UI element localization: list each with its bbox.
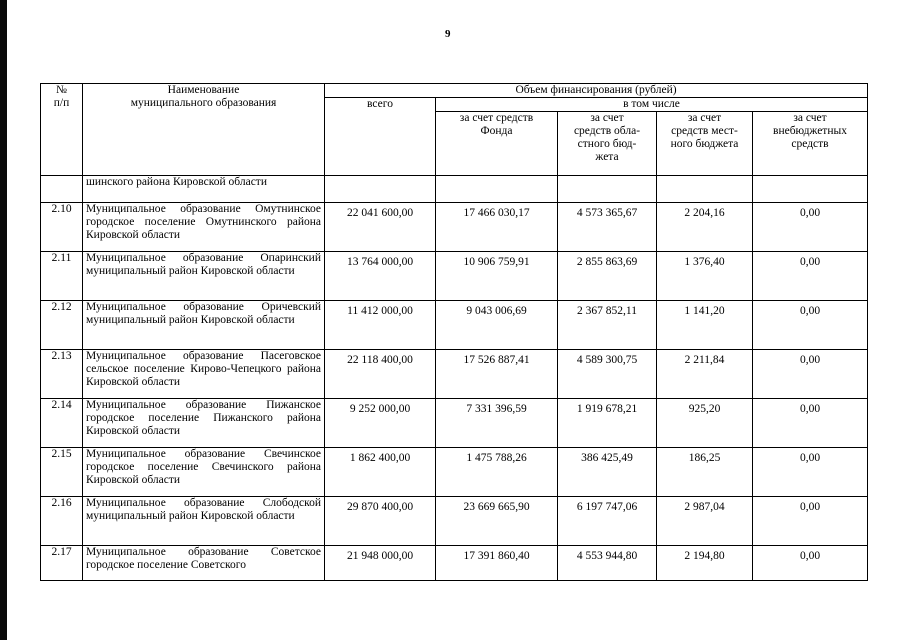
cell-extra: 0,00 xyxy=(753,497,868,546)
cell-extra: 0,00 xyxy=(753,448,868,497)
cell-total: 22 041 600,00 xyxy=(325,203,436,252)
cell-num: 2.11 xyxy=(41,252,83,301)
cell-num: 2.14 xyxy=(41,399,83,448)
scan-edge-bar xyxy=(0,0,7,640)
cell-name: Муниципальное образование Советское городское поселение Советского xyxy=(83,546,325,581)
cell-name: Муниципальное образование Омутнинское городское поселение Омутнинского района Кировской области xyxy=(83,203,325,252)
header-local: за счет средств мест- ного бюджета xyxy=(657,112,753,176)
page-number: 9 xyxy=(445,28,451,40)
cell-total: 22 118 400,00 xyxy=(325,350,436,399)
cell-name: Муниципальное образование Оричевский муниципальный район Кировской области xyxy=(83,301,325,350)
cell-num: 2.16 xyxy=(41,497,83,546)
table-row xyxy=(41,399,868,448)
table-body xyxy=(41,203,868,581)
cell-extra: 0,00 xyxy=(753,203,868,252)
table-row xyxy=(41,203,868,252)
cell-num: 2.10 xyxy=(41,203,83,252)
cell-fund: 17 466 030,17 xyxy=(436,203,558,252)
cell-regional: 4 589 300,75 xyxy=(558,350,657,399)
continued-name: шинского района Кировской области xyxy=(83,176,325,203)
cell-extra: 0,00 xyxy=(753,301,868,350)
cell-extra: 0,00 xyxy=(753,399,868,448)
cell-regional: 4 553 944,80 xyxy=(558,546,657,581)
cell-name: Муниципальное образование Опаринский муниципальный район Кировской области xyxy=(83,252,325,301)
cell-local: 2 204,16 xyxy=(657,203,753,252)
cell-local: 1 141,20 xyxy=(657,301,753,350)
cell-local: 2 211,84 xyxy=(657,350,753,399)
table-row xyxy=(41,301,868,350)
header-including: в том числе xyxy=(436,98,868,112)
cell-total: 9 252 000,00 xyxy=(325,399,436,448)
cell-total: 29 870 400,00 xyxy=(325,497,436,546)
cell-extra: 0,00 xyxy=(753,546,868,581)
cell-local: 186,25 xyxy=(657,448,753,497)
table-row xyxy=(41,546,868,581)
cell-regional: 4 573 365,67 xyxy=(558,203,657,252)
cell-total: 13 764 000,00 xyxy=(325,252,436,301)
header-name: Наименование муниципального образования xyxy=(83,84,325,176)
cell-extra: 0,00 xyxy=(753,350,868,399)
cell-fund: 17 526 887,41 xyxy=(436,350,558,399)
cell-fund: 17 391 860,40 xyxy=(436,546,558,581)
cell-num: 2.12 xyxy=(41,301,83,350)
header-extra: за счет внебюджетных средств xyxy=(753,112,868,176)
cell-extra: 0,00 xyxy=(753,252,868,301)
cell-fund: 9 043 006,69 xyxy=(436,301,558,350)
cell-name: Муниципальное образование Пижанское городское поселение Пижанского района Кировской области xyxy=(83,399,325,448)
cell-num: 2.15 xyxy=(41,448,83,497)
header-total: всего xyxy=(325,98,436,176)
cell-total: 11 412 000,00 xyxy=(325,301,436,350)
cell-num: 2.13 xyxy=(41,350,83,399)
cell-total: 1 862 400,00 xyxy=(325,448,436,497)
financing-table xyxy=(40,83,868,581)
cell-local: 1 376,40 xyxy=(657,252,753,301)
cell-name: Муниципальное образование Пасеговское сельское поселение Кирово-Чепецкого района Кировской области xyxy=(83,350,325,399)
cell-local: 925,20 xyxy=(657,399,753,448)
cell-num: 2.17 xyxy=(41,546,83,581)
cell-regional: 6 197 747,06 xyxy=(558,497,657,546)
header-num: № п/п xyxy=(41,84,83,176)
cell-name: Муниципальное образование Слободской муниципальный район Кировской области xyxy=(83,497,325,546)
cell-local: 2 194,80 xyxy=(657,546,753,581)
cell-local: 2 987,04 xyxy=(657,497,753,546)
table-row xyxy=(41,497,868,546)
table-row xyxy=(41,252,868,301)
cell-total: 21 948 000,00 xyxy=(325,546,436,581)
cell-regional: 386 425,49 xyxy=(558,448,657,497)
table-row xyxy=(41,350,868,399)
table-row xyxy=(41,448,868,497)
cell-name: Муниципальное образование Свечинское городское поселение Свечинского района Кировской области xyxy=(83,448,325,497)
cell-fund: 10 906 759,91 xyxy=(436,252,558,301)
header-regional: за счет средств обла- стного бюд- жета xyxy=(558,112,657,176)
header-fund: за счет средств Фонда xyxy=(436,112,558,176)
cell-fund: 1 475 788,26 xyxy=(436,448,558,497)
cell-fund: 23 669 665,90 xyxy=(436,497,558,546)
cell-regional: 1 919 678,21 xyxy=(558,399,657,448)
cell-regional: 2 367 852,11 xyxy=(558,301,657,350)
cell-regional: 2 855 863,69 xyxy=(558,252,657,301)
table-row-continued xyxy=(41,176,868,203)
header-volume: Объем финансирования (рублей) xyxy=(325,84,868,98)
cell-fund: 7 331 396,59 xyxy=(436,399,558,448)
